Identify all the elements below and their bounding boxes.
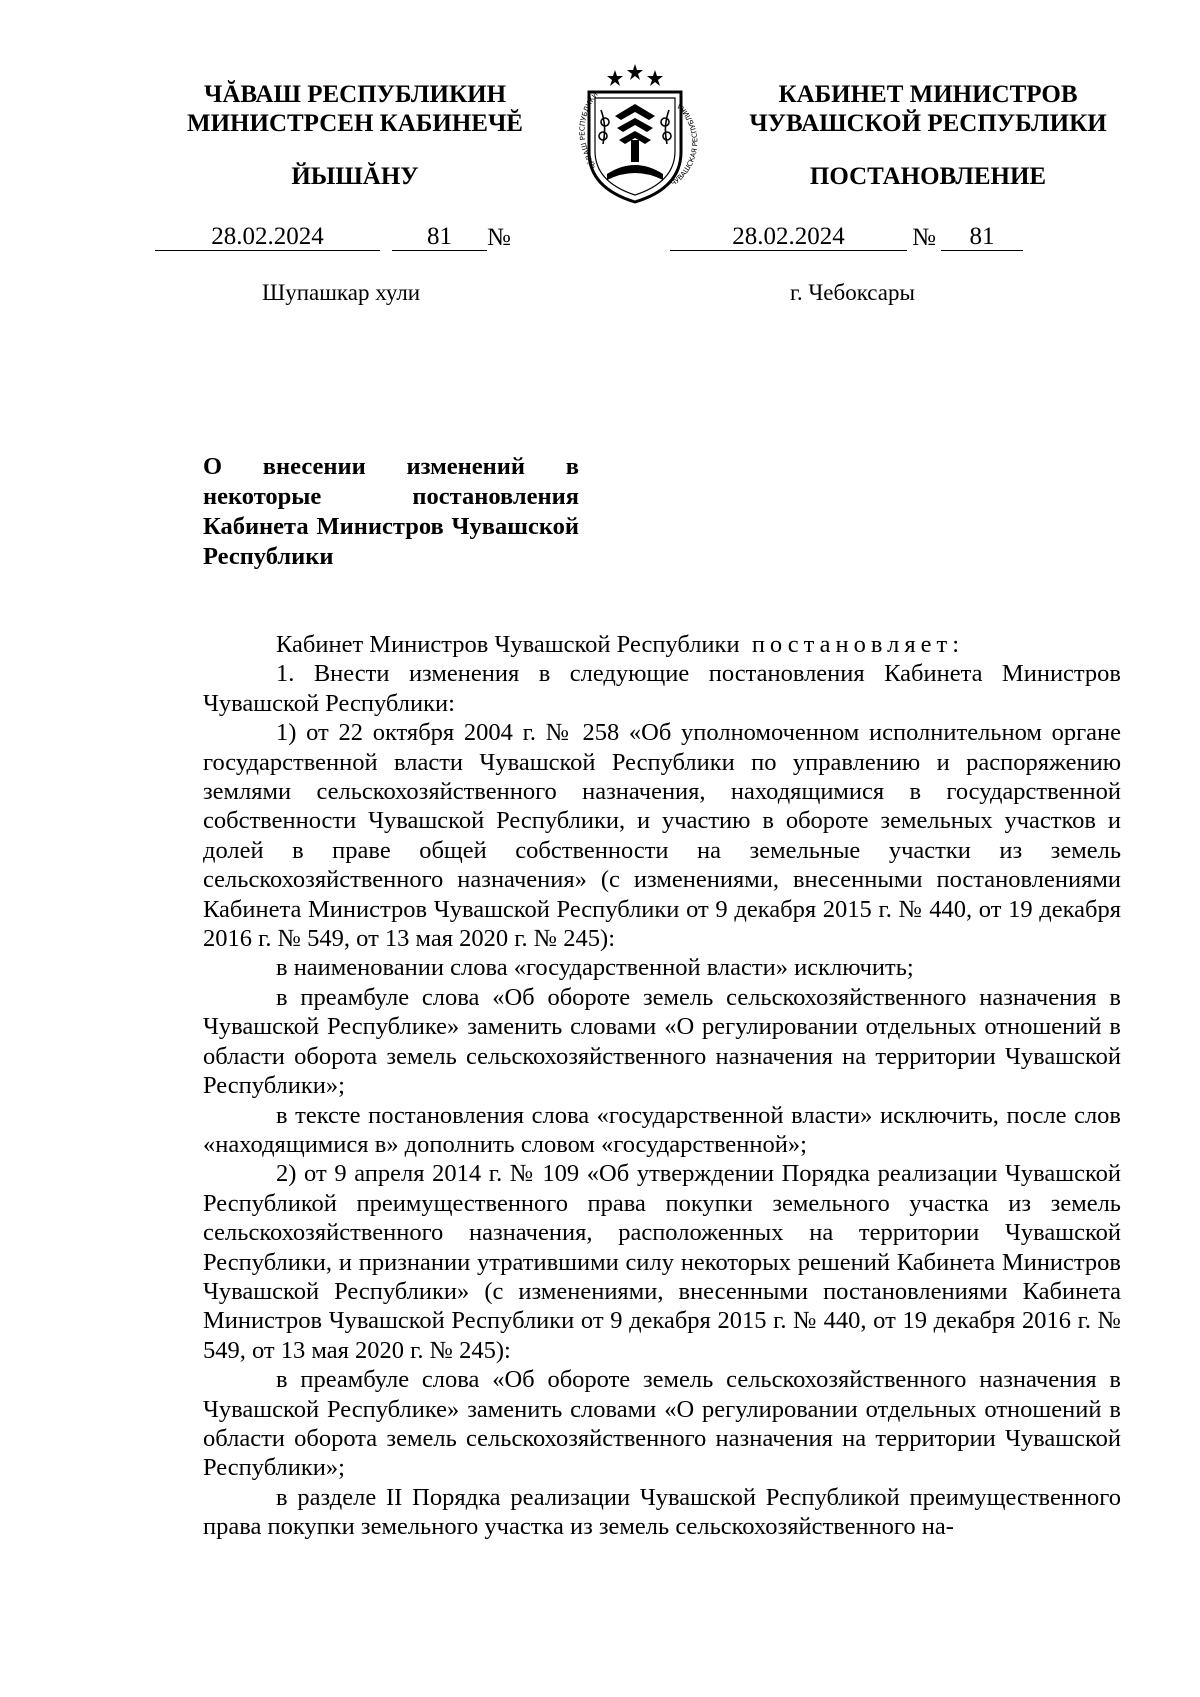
emblem-text-right: ЧУВАШСКАЯ РЕСПУБЛИКА [669, 101, 700, 188]
header-chuvash-line1: ЧĂВАШ РЕСПУБЛИКИН [203, 81, 507, 108]
paragraph-6: 2) от 9 апреля 2014 г. № 109 «Об утверждении Порядка реализации Чувашской Республикой преимущественного права покупки земельного участка из земель сельскохозяйственного назначения, расположенных на территории Чувашской Республики, и признании утратившими силу некоторых решений Кабинета Министров Чувашской Республики» (с изменениями, внесенными постановлениями Кабинета Министров Чувашской Республики от 9 декабря 2015 г. № 440, от 19 декабря 2016 г. № 549, от 13 мая 2020 г. № 245): [203, 1160, 1121, 1364]
reg-no-sign-left: № [487, 224, 511, 251]
reg-number-right: 81 [941, 224, 1023, 251]
registration-left [155, 223, 517, 253]
header-russian [728, 80, 1128, 138]
document-subject: О внесении изменений в некоторые постановления Кабинета Министров Чувашской Республики [203, 453, 579, 570]
city-chuvash: Шупашкар хули [262, 280, 421, 305]
doc-type-chuvash: ЙЫШĂНУ [291, 163, 419, 190]
paragraph-4: в преамбуле слова «Об обороте земель сельскохозяйственного назначения в Чувашской Республике» заменить словами «О регулировании отдельных отношений в области оборота земель сельскохозяйственного назначения на территории Чувашской Республики»; [203, 983, 1121, 1100]
paragraph-7: в преамбуле слова «Об обороте земель сельскохозяйственного назначения в Чувашской Республике» заменить словами «О регулировании отдельных отношений в области оборота земель сельскохозяйственного назначения на территории Чувашской Республики»; [203, 1366, 1121, 1482]
city-russian: г. Чебоксары [790, 280, 915, 305]
header-chuvash-line2: МИНИСТРСЕН КАБИНЕЧĔ [187, 110, 523, 137]
registration-right [670, 223, 1023, 253]
paragraph-3: в наименовании слова «государственной власти» исключить; [276, 954, 914, 982]
document-body [203, 630, 1121, 1542]
paragraph-1: 1. Внести изменения в следующие постановления Кабинета Министров Чувашской Республики: [203, 660, 1121, 717]
header-chuvash [175, 80, 535, 138]
coat-of-arms-icon [567, 56, 703, 206]
reg-date-right: 28.02.2024 [670, 224, 907, 251]
paragraph-5: в тексте постановления слова «государственной власти» исключить, после слов «находящимися в» дополнить словом «государственной»; [203, 1101, 1121, 1158]
paragraph-2: 1) от 22 октября 2004 г. № 258 «Об уполномоченном исполнительном органе государственной власти Чувашской Республики по управлению и распоряжению землями сельскохозяйственного назначения, находящимися в государственной собственности Чувашской Республики, и участию в обороте земельных участков и долей в праве общей собственности на земельные участки из земель сельскохозяйственного назначения» (с изменениями, внесенными постановлениями Кабинета Министров Чувашской Республики от 9 декабря 2015 г. № 440, от 19 декабря 2016 г. № 549, от 13 мая 2020 г. № 245): [203, 719, 1121, 953]
emblem-text-left: ЧĂВАШ РЕСПУБЛИКИ [578, 90, 600, 170]
intro-verb: постановляет: [751, 631, 965, 658]
reg-no-sign-right: № [912, 224, 936, 251]
reg-date-left: 28.02.2024 [155, 224, 380, 251]
intro-paragraph: Кабинет Министров Чувашской Республики постановляет: [276, 631, 965, 658]
reg-number-left: 81 [392, 224, 487, 251]
doc-type-russian: ПОСТАНОВЛЕНИЕ [809, 163, 1047, 190]
header-russian-line1: КАБИНЕТ МИНИСТРОВ [778, 81, 1078, 108]
header-russian-line2: ЧУВАШСКОЙ РЕСПУБЛИКИ [749, 110, 1107, 137]
paragraph-8: в разделе II Порядка реализации Чувашской Республикой преимущественного права покупки земельного участка из земель сельскохозяйственного на- [203, 1483, 1121, 1541]
